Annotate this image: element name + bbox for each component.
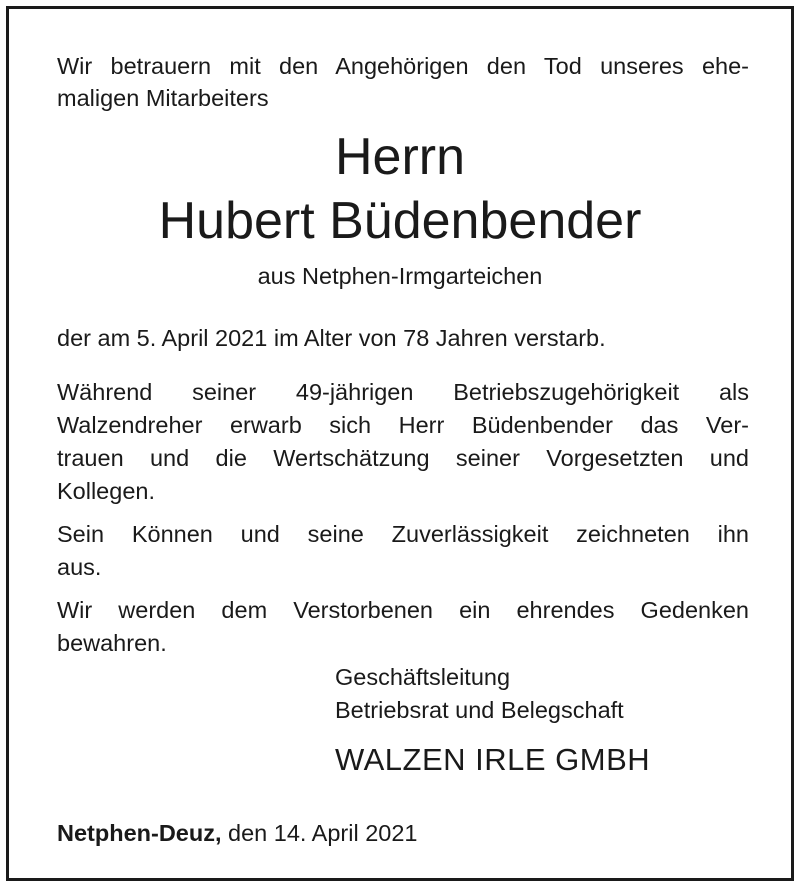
death-date-line: der am 5. April 2021 im Alter von 78 Jahren verstarb. <box>57 325 606 351</box>
paragraph-3-line-2: bewahren. <box>57 630 167 656</box>
salutation: Herrn <box>334 128 466 186</box>
deceased-name: Hubert Büdenbender <box>158 192 642 250</box>
date: den 14. April 2021 <box>228 820 418 846</box>
paragraph-1-line-2: Walzendreher erwarb sich Herr Büdenbender das Ver- <box>57 412 749 438</box>
place: Netphen-Deuz, <box>57 820 222 846</box>
paragraph-1-line-1: Während seiner 49-jährigen Betriebszugehörigkeit als <box>57 379 749 405</box>
paragraph-1-line-3: trauen und die Wertschätzung seiner Vorgesetzten und <box>57 445 749 471</box>
signature-works-council: Betriebsrat und Belegschaft <box>335 697 624 723</box>
origin-line: aus Netphen-Irmgarteichen <box>257 263 543 289</box>
intro-line-1: Wir betrauern mit den Angehörigen den Tod unseres ehe- <box>57 53 749 79</box>
signature-management: Geschäftsleitung <box>335 664 511 690</box>
company-name: WALZEN IRLE GMBH <box>335 742 651 777</box>
paragraph-1-line-4: Kollegen. <box>57 478 155 504</box>
place-date-line <box>57 822 418 846</box>
paragraph-2-line-1: Sein Können und seine Zuverlässigkeit zeichneten ihn <box>57 521 749 547</box>
paragraph-2-line-2: aus. <box>57 554 102 580</box>
death-notice <box>6 6 794 881</box>
intro-line-2: maligen Mitarbeiters <box>57 85 269 111</box>
paragraph-3-line-1: Wir werden dem Verstorbenen ein ehrendes Gedenken <box>57 597 749 623</box>
